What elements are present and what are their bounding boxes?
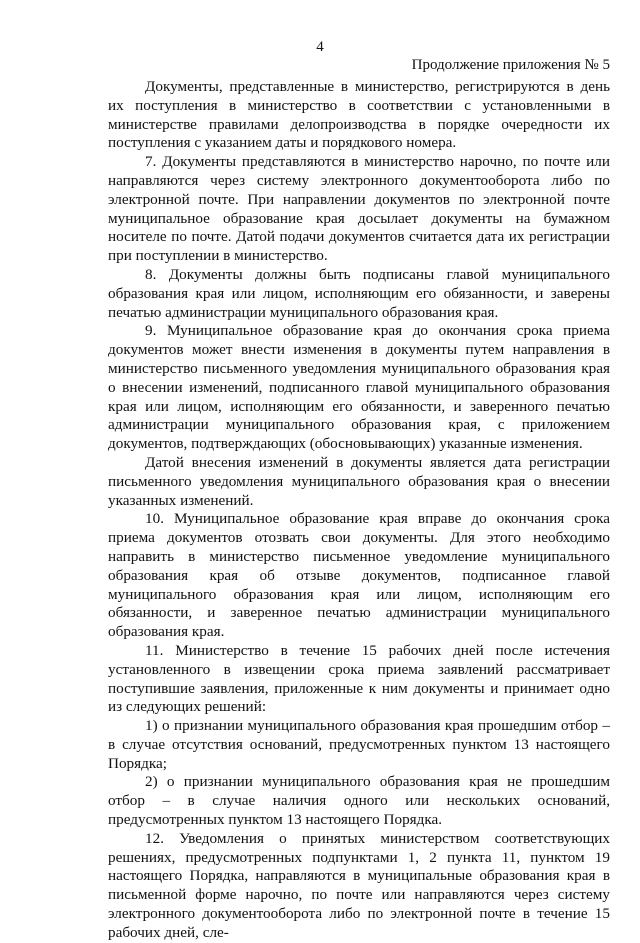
appendix-continuation-label: Продолжение приложения № 5 (411, 57, 610, 73)
paragraph-11-item-1: 1) о признании муниципального образования края прошедшим отбор – в случае отсутствия оснований, предусмотренных пунктом 13 настоящего Порядка; (108, 717, 610, 772)
paragraph-registration: Документы, представленные в министерство, регистрируются в день их поступления в министерство в соответствии с установленными в министерстве правилами делопроизводства в порядке очередности их поступления с указанием даты и порядкового номера. (108, 78, 610, 152)
paragraph-9: 9. Муниципальное образование края до окончания срока приема документов может внести изменения в документы путем направления в министерство письменного уведомления муниципального образования края о внесении изменений, подписанного главой муниципального образования края или лицом, исполняющим его обязанности, и заверенного печатью администрации муниципального образования края, с приложением документов, подтверждающих (обосновывающих) указанные изменения. (108, 322, 610, 453)
paragraph-12: 12. Уведомления о принятых министерством соответствующих решениях, предусмотренных подпунктами 1, 2 пункта 11, пунктом 19 настоящего Порядка, направляются в муниципальные образования края в письменной форме нарочно, по почте или направляются через систему электронного документооборота либо по электронной почте в течение 15 рабочих дней, сле- (108, 829, 610, 941)
document-body (108, 78, 610, 943)
paragraph-8: 8. Документы должны быть подписаны главой муниципального образования края или лицом, исполняющим его обязанности, и заверены печатью администрации муниципального образования края. (108, 265, 610, 321)
page-number: 4 (316, 39, 324, 55)
paragraph-11: 11. Министерство в течение 15 рабочих дней после истечения установленного в извещении срока приема заявлений рассматривает поступившие заявления, приложенные к ним документы и принимает одно из следующих решений: (108, 641, 610, 716)
paragraph-11-item-2: 2) о признании муниципального образования края не прошедшим отбор – в случае наличия одного или нескольких оснований, предусмотренных пунктом 13 настоящего Порядка. (108, 773, 610, 829)
paragraph-7: 7. Документы представляются в министерство нарочно, по почте или направляются через систему электронного документооборота либо по электронной почте. При направлении документов по электронной почте муниципальное образование края досылает документы на бумажном носителе по почте. Датой подачи документов считается дата их регистрации при поступлении в министерство. (108, 153, 610, 265)
paragraph-9-changes-date: Датой внесения изменений в документы является дата регистрации письменного уведомления муниципального образования края о внесении указанных изменений. (108, 453, 610, 509)
paragraph-10: 10. Муниципальное образование края вправе до окончания срока приема документов отозвать свои документы. Для этого необходимо направить в министерство письменное уведомление муниципального образования края об отзыве документов, подписанное главой муниципального образования края или лицом, исполняющим его обязанности, и заверенное печатью администрации муниципального образования края. (108, 510, 610, 641)
